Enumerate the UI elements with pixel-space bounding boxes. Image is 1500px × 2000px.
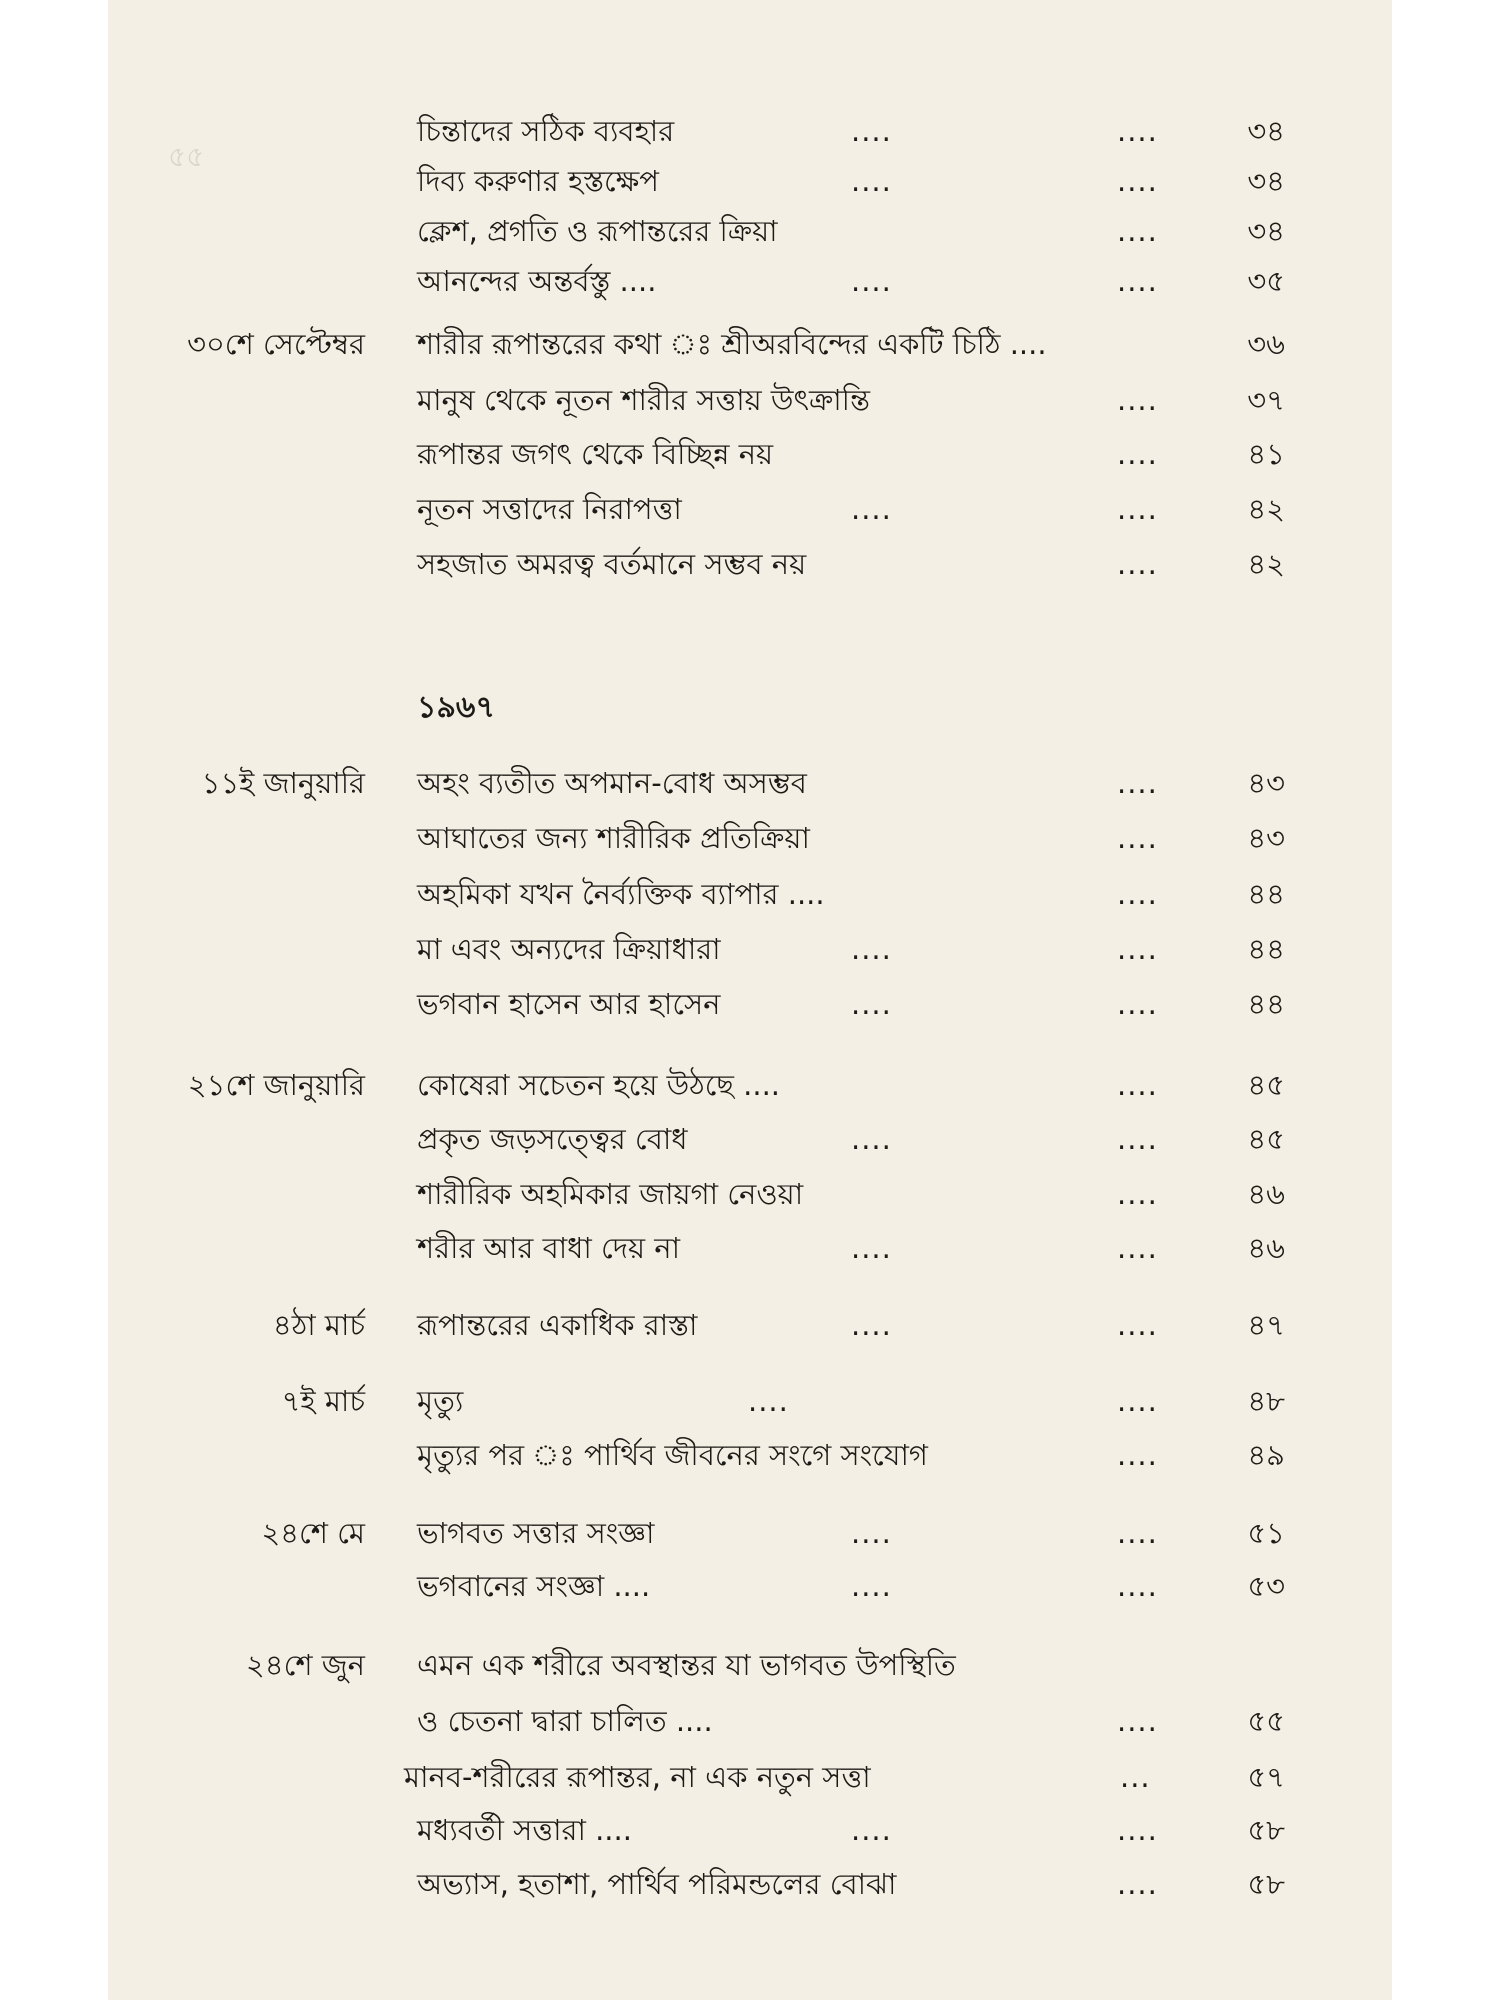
toc-row: [108, 1166, 1392, 1222]
toc-row: [108, 253, 1392, 309]
toc-page-number: ৫৩: [1247, 1569, 1285, 1603]
toc-leader-dots: ...: [1120, 1760, 1151, 1794]
toc-page-number: ৫৮: [1247, 1813, 1285, 1847]
toc-title: প্রকৃত জড়সত্ত্বের বোধ: [417, 1122, 688, 1156]
toc-page-number: ৩৬: [1247, 327, 1285, 361]
toc-row: [108, 536, 1392, 592]
toc-title: আঘাতের জন্য শারীরিক প্রতিক্রিয়া: [417, 821, 810, 855]
toc-leader-dots: ....: [1117, 547, 1158, 581]
toc-date: ২১শে জানুয়ারি: [187, 1068, 365, 1102]
toc-row: [108, 1637, 1392, 1693]
toc-page-number: ৪৬: [1247, 1231, 1285, 1265]
toc-title: মৃত্যু: [417, 1384, 464, 1418]
toc-row: [108, 153, 1392, 209]
toc-title: ভগবান হাসেন আর হাসেন: [417, 987, 721, 1021]
toc-title: কোষেরা সচেতন হয়ে উঠছে ....: [417, 1068, 781, 1102]
toc-title: ক্লেশ, প্রগতি ও রূপান্তরের ক্রিয়া: [417, 214, 778, 248]
toc-row: [108, 921, 1392, 977]
toc-page-number: ৪৫: [1247, 1068, 1285, 1102]
toc-title: অহং ব্যতীত অপমান-বোধ অসম্ভব: [417, 766, 807, 800]
toc-row: [108, 1220, 1392, 1276]
toc-title: অভ্যাস, হতাশা, পার্থিব পরিমন্ডলের বোঝা: [417, 1867, 897, 1901]
year-heading: ১৯৬৭: [417, 690, 495, 725]
toc-page: [108, 0, 1392, 2000]
toc-page-number: ৫৮: [1247, 1867, 1285, 1901]
toc-mid-leader: ....: [851, 1813, 892, 1847]
toc-date: ৭ই মার্চ: [281, 1384, 365, 1418]
toc-row: [108, 103, 1392, 159]
toc-leader-dots: ....: [1117, 114, 1158, 148]
toc-page-number: ৪৯: [1247, 1438, 1285, 1472]
toc-leader-dots: ....: [1117, 987, 1158, 1021]
toc-mid-leader: ....: [851, 1122, 892, 1156]
toc-row: [108, 810, 1392, 866]
toc-title: মানুষ থেকে নূতন শারীর সত্তায় উৎক্রান্তি: [417, 383, 870, 417]
toc-leader-dots: ....: [1117, 214, 1158, 248]
toc-leader-dots: ....: [1117, 264, 1158, 298]
toc-title: রূপান্তর জগৎ থেকে বিচ্ছিন্ন নয়: [417, 437, 774, 471]
toc-title: চিন্তাদের সঠিক ব্যবহার: [417, 114, 675, 148]
toc-leader-dots: ....: [1117, 492, 1158, 526]
toc-leader-dots: ....: [1117, 1384, 1158, 1418]
toc-title: অহমিকা যখন নৈর্ব্যক্তিক ব্যাপার ....: [417, 877, 825, 911]
toc-mid-leader: ....: [851, 164, 892, 198]
toc-row: [108, 1749, 1392, 1805]
toc-mid-leader: ....: [851, 114, 892, 148]
toc-leader-dots: ....: [1117, 1516, 1158, 1550]
toc-title: রূপান্তরের একাধিক রাস্তা: [417, 1308, 698, 1342]
toc-title: মৃত্যুর পর ঃ পার্থিব জীবনের সংগে সংযোগ: [417, 1438, 928, 1472]
toc-title: এমন এক শরীরে অবস্থান্তর যা ভাগবত উপস্থিতি: [417, 1648, 956, 1682]
toc-page-number: ৩৪: [1247, 114, 1285, 148]
toc-mid-leader: ....: [851, 1569, 892, 1603]
toc-row: [108, 1297, 1392, 1353]
toc-title: শারীরিক অহমিকার জায়গা নেওয়া: [417, 1177, 804, 1211]
toc-leader-dots: ....: [1117, 932, 1158, 966]
toc-page-number: ৪৩: [1247, 766, 1285, 800]
toc-date: ১১ই জানুয়ারি: [201, 766, 365, 800]
toc-mid-leader: ....: [851, 987, 892, 1021]
toc-page-number: ৪২: [1247, 547, 1285, 581]
toc-page-number: ৩৪: [1247, 214, 1285, 248]
toc-page-number: ৫৭: [1247, 1760, 1285, 1794]
toc-leader-dots: ....: [1117, 1569, 1158, 1603]
toc-leader-dots: ....: [1117, 1177, 1158, 1211]
toc-row: [108, 1558, 1392, 1614]
toc-page-number: ৪৮: [1247, 1384, 1285, 1418]
toc-page-number: ৪৩: [1247, 821, 1285, 855]
toc-row: [108, 1057, 1392, 1113]
bleed-through-mark: ৫৫: [168, 140, 205, 173]
toc-page-number: ৪৫: [1247, 1122, 1285, 1156]
toc-title: দিব্য করুণার হস্তক্ষেপ: [417, 164, 659, 198]
toc-leader-dots: ....: [1117, 1438, 1158, 1472]
toc-leader-dots: ....: [1117, 1122, 1158, 1156]
toc-leader-dots: ....: [1117, 437, 1158, 471]
toc-row: [108, 1693, 1392, 1749]
toc-leader-dots: ....: [1117, 1704, 1158, 1738]
toc-leader-dots: ....: [1117, 1231, 1158, 1265]
toc-row: [108, 866, 1392, 922]
toc-title: ভাগবত সত্তার সংজ্ঞা: [417, 1516, 655, 1550]
toc-date: ২৪শে জুন: [245, 1648, 365, 1682]
toc-page-number: ৪৬: [1247, 1177, 1285, 1211]
toc-row: [108, 426, 1392, 482]
toc-row: [108, 755, 1392, 811]
toc-title: শরীর আর বাধা দেয় না: [417, 1231, 681, 1265]
toc-row: [108, 372, 1392, 428]
toc-mid-leader: ....: [851, 492, 892, 526]
toc-mid-leader: ....: [851, 1516, 892, 1550]
toc-row: [108, 203, 1392, 259]
toc-page-number: ৫১: [1247, 1516, 1285, 1550]
toc-page-number: ৩৫: [1247, 264, 1285, 298]
toc-page-number: ৪২: [1247, 492, 1285, 526]
toc-date: ৩০শে সেপ্টেম্বর: [187, 327, 365, 361]
toc-mid-leader: ....: [851, 264, 892, 298]
toc-page-number: ৪১: [1247, 437, 1285, 471]
toc-page-number: ৩৪: [1247, 164, 1285, 198]
toc-title: শারীর রূপান্তরের কথা ঃ শ্রীঅরবিন্দের একটি চিঠি ....: [417, 327, 1047, 361]
toc-leader-dots: ....: [1117, 1308, 1158, 1342]
toc-title: মানব-শরীরের রূপান্তর, না এক নতুন সত্তা: [404, 1760, 871, 1794]
toc-leader-dots: ....: [1117, 1813, 1158, 1847]
toc-leader-dots: ....: [1117, 1867, 1158, 1901]
toc-title: ভগবানের সংজ্ঞা ....: [417, 1569, 651, 1603]
toc-title: সহজাত অমরত্ব বর্তমানে সম্ভব নয়: [417, 547, 807, 581]
toc-leader-dots: ....: [1117, 383, 1158, 417]
toc-date: ৪ঠা মার্চ: [272, 1308, 365, 1342]
toc-page-number: ৪৭: [1247, 1308, 1285, 1342]
toc-leader-dots: ....: [1117, 877, 1158, 911]
toc-date: ২৪শে মে: [261, 1516, 365, 1550]
toc-leader-dots: ....: [1117, 766, 1158, 800]
toc-row: [108, 1427, 1392, 1483]
toc-page-number: ৪৪: [1247, 932, 1285, 966]
toc-page-number: ৪৪: [1247, 877, 1285, 911]
toc-leader-dots: ....: [1117, 1068, 1158, 1102]
toc-mid-leader: ....: [851, 932, 892, 966]
toc-row: [108, 1505, 1392, 1561]
toc-row: [108, 1856, 1392, 1912]
toc-row: [108, 1373, 1392, 1429]
toc-leader-dots: ....: [1117, 164, 1158, 198]
toc-title: ও চেতনা দ্বারা চালিত ....: [417, 1704, 713, 1738]
toc-page-number: ৪৪: [1247, 987, 1285, 1021]
toc-page-number: ৩৭: [1247, 383, 1285, 417]
toc-row: [108, 976, 1392, 1032]
toc-title: মধ্যবর্তী সত্তারা ....: [417, 1813, 632, 1847]
toc-title: নূতন সত্তাদের নিরাপত্তা: [417, 492, 682, 526]
toc-mid-leader: ....: [851, 1231, 892, 1265]
toc-row: [108, 316, 1392, 372]
toc-mid-leader: ....: [851, 1308, 892, 1342]
toc-title: মা এবং অন্যদের ক্রিয়াধারা: [417, 932, 721, 966]
toc-title: আনন্দের অন্তর্বস্তু ....: [417, 264, 657, 298]
toc-leader-dots: ....: [1117, 821, 1158, 855]
toc-row: [108, 1111, 1392, 1167]
toc-page-number: ৫৫: [1247, 1704, 1285, 1738]
toc-row: [108, 481, 1392, 537]
toc-row: [108, 1802, 1392, 1858]
toc-mid-leader: ....: [748, 1384, 789, 1418]
